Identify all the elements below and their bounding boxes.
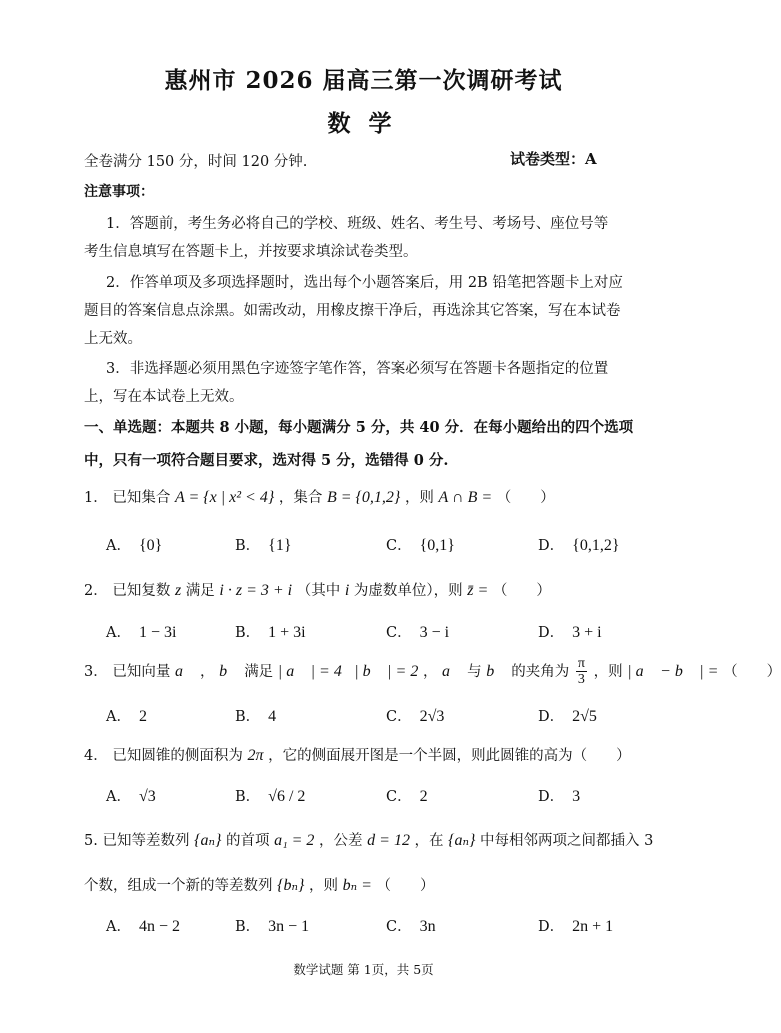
- answer-blank: （ ）: [492, 583, 551, 599]
- question-text: 的首项: [225, 833, 270, 849]
- question-text: ，: [422, 663, 438, 680]
- option-label: B．: [235, 538, 261, 554]
- option-value: 3n − 1: [268, 918, 310, 935]
- option-label: C．: [386, 709, 412, 725]
- option-2-c: [386, 621, 449, 642]
- answer-blank: （ ）: [496, 490, 555, 506]
- question-text: 已知向量: [112, 663, 171, 680]
- option-label: C．: [386, 919, 412, 935]
- option-value: √6 / 2: [268, 788, 306, 805]
- fraction-numerator: π: [577, 656, 585, 671]
- question-text: 满足: [185, 583, 215, 599]
- question-4: [84, 744, 631, 765]
- math-expression: | a⃗ − b⃗ | =: [627, 662, 719, 680]
- math-expression: i · z = 3 + i: [219, 582, 293, 599]
- option-2-a: [106, 621, 176, 642]
- math-expression: z̄ =: [467, 582, 489, 599]
- question-text: ，则: [404, 490, 434, 506]
- option-label: D．: [538, 789, 565, 805]
- option-label: D．: [538, 538, 565, 554]
- option-label: B．: [235, 789, 261, 805]
- question-2: [84, 579, 551, 600]
- option-3-b: [235, 705, 276, 726]
- fraction-denominator: 3: [577, 672, 585, 688]
- option-label: A．: [106, 709, 131, 725]
- question-text: 已知圆锥的侧面积为: [112, 748, 243, 764]
- option-label: C．: [386, 789, 412, 805]
- question-text: ，: [200, 663, 215, 680]
- question-3: [84, 656, 781, 688]
- question-text: 与: [467, 663, 482, 680]
- option-label: A．: [106, 625, 131, 641]
- answer-blank: （ ）: [723, 663, 781, 680]
- option-label: D．: [538, 919, 565, 935]
- question-text: 个数，组成一个新的等差数列: [84, 878, 273, 894]
- option-5-d: [538, 915, 613, 936]
- option-value: {0}: [138, 537, 163, 554]
- paper-type: 试卷类型：A: [510, 150, 597, 168]
- question-text: （其中: [296, 583, 341, 599]
- question-text: ，它的侧面展开图是一个半圆，则此圆锥的高为（ ）: [268, 748, 631, 764]
- question-number: 4．: [84, 748, 108, 764]
- option-value: √3: [138, 788, 156, 805]
- question-text: ，则: [309, 878, 338, 894]
- option-4-a: [106, 785, 156, 806]
- math-expression: z: [174, 582, 182, 599]
- question-text: ，则: [593, 663, 623, 680]
- option-value: {1}: [268, 537, 292, 554]
- option-value: 3n: [419, 918, 436, 935]
- exam-title: 惠州市 2026 届高三第一次调研考试: [164, 67, 563, 94]
- notice-item-1-line-1: 1．答题前，考生务必将自己的学校、班级、姓名、考生号、考场号、座位号等: [106, 216, 609, 232]
- option-value: 2: [419, 788, 428, 805]
- math-expression: {aₙ}: [194, 832, 222, 849]
- question-number: 2．: [84, 583, 108, 599]
- option-label: B．: [235, 919, 261, 935]
- math-expression: i: [344, 582, 350, 599]
- question-text: ，在: [414, 833, 444, 849]
- math-expression: d = 12: [367, 832, 410, 849]
- answer-blank: （ ）: [376, 878, 435, 894]
- option-value: 1 + 3i: [268, 624, 306, 641]
- question-1: [84, 486, 555, 507]
- notice-item-2-line-1: 2．作答单项及多项选择题时，选出每个小题答案后，用 2B 铅笔把答题卡上对应: [106, 275, 623, 291]
- option-label: C．: [386, 538, 412, 554]
- option-3-c: [386, 705, 444, 726]
- question-text: 的夹角为: [511, 663, 570, 680]
- notice-heading: 注意事项：: [84, 184, 154, 200]
- question-text: ，公差: [319, 833, 363, 849]
- option-value: 1 − 3i: [138, 624, 177, 641]
- section-heading-line-1: 一、单选题：本题共 8 小题，每小题满分 5 分，共 40 分．在每小题给出的四个选项: [84, 419, 634, 436]
- notice-item-1-line-2: 考生信息填写在答题卡上，并按要求填涂试卷类型。: [84, 244, 418, 260]
- option-value: {0,1,2}: [572, 537, 620, 554]
- option-label: B．: [235, 709, 261, 725]
- option-label: A．: [106, 538, 131, 554]
- option-5-a: [106, 915, 180, 936]
- math-expression: a⃗: [442, 662, 463, 680]
- notice-item-2-line-3: 上无效。: [84, 331, 142, 347]
- section-heading-line-2: 中，只有一项符合题目要求，选对得 5 分，选错得 0 分.: [84, 452, 449, 469]
- math-expression: a₁ = 2: [274, 832, 315, 849]
- question-number: 5.: [84, 833, 98, 849]
- option-3-a: [106, 705, 147, 726]
- math-expression: | a⃗ | = 4，| b⃗ | = 2: [277, 662, 419, 680]
- option-value: 2√5: [572, 708, 597, 725]
- option-label: D．: [538, 625, 565, 641]
- question-number: 3．: [84, 663, 108, 680]
- option-value: 2n + 1: [572, 918, 614, 935]
- option-4-b: [235, 785, 305, 806]
- option-3-d: [538, 705, 597, 726]
- question-text: 中每相邻两项之间都插入 3: [480, 833, 654, 849]
- math-expression: b⃗: [219, 662, 240, 680]
- option-label: B．: [235, 625, 261, 641]
- notice-item-2-line-2: 题目的答案信息点涂黑。如需改动，用橡皮擦干净后，再选涂其它答案，写在本试卷: [84, 303, 621, 319]
- math-expression: {bₙ}: [277, 877, 305, 894]
- option-1-c: [386, 534, 455, 555]
- question-text: 已知集合: [112, 490, 171, 506]
- option-4-d: [538, 785, 580, 806]
- math-expression: b⃗: [486, 662, 507, 680]
- math-expression: bₙ =: [342, 877, 372, 894]
- math-expression: 2π: [247, 747, 264, 764]
- subject-title: 数学: [327, 110, 410, 137]
- option-value: 4: [268, 708, 277, 725]
- option-value: {0,1}: [419, 537, 455, 554]
- option-value: 4n − 2: [138, 918, 181, 935]
- page-footer: 数学试题 第 1页，共 5页: [293, 962, 434, 977]
- option-1-a: [106, 534, 162, 555]
- notice-item-3-line-2: 上，写在本试卷上无效。: [84, 389, 244, 405]
- option-2-d: [538, 621, 602, 642]
- math-expression: {aₙ}: [448, 832, 476, 849]
- option-label: C．: [386, 625, 412, 641]
- option-4-c: [386, 785, 428, 806]
- question-5: [84, 829, 653, 850]
- option-value: 3 − i: [419, 624, 450, 641]
- question-5-line-2: [84, 874, 435, 895]
- question-text: 已知等差数列: [102, 833, 190, 849]
- option-value: 2: [138, 708, 147, 725]
- math-expression: A ∩ B =: [438, 489, 493, 506]
- question-text: ，集合: [278, 490, 323, 506]
- option-label: A．: [106, 919, 131, 935]
- exam-info: 全卷满分 150 分，时间 120 分钟.: [84, 154, 308, 170]
- option-2-b: [235, 621, 306, 642]
- option-label: A．: [106, 789, 131, 805]
- fraction: [576, 656, 587, 688]
- option-1-d: [538, 534, 620, 555]
- option-5-b: [235, 915, 309, 936]
- option-1-b: [235, 534, 292, 555]
- question-text: 满足: [244, 663, 274, 680]
- math-expression: B = {0,1,2}: [326, 489, 401, 506]
- option-5-c: [386, 915, 436, 936]
- option-value: 3: [572, 788, 581, 805]
- question-text: 已知复数: [112, 583, 171, 599]
- question-text: 为虚数单位），则: [353, 583, 463, 599]
- option-value: 3 + i: [572, 624, 602, 641]
- math-expression: a⃗: [174, 662, 196, 680]
- math-expression: A = {x | x² < 4}: [174, 489, 275, 506]
- question-number: 1．: [84, 490, 108, 506]
- notice-item-3-line-1: 3．非选择题必须用黑色字迹签字笔作答，答案必须写在答题卡各题指定的位置: [106, 361, 609, 377]
- option-value: 2√3: [419, 708, 445, 725]
- option-label: D．: [538, 709, 565, 725]
